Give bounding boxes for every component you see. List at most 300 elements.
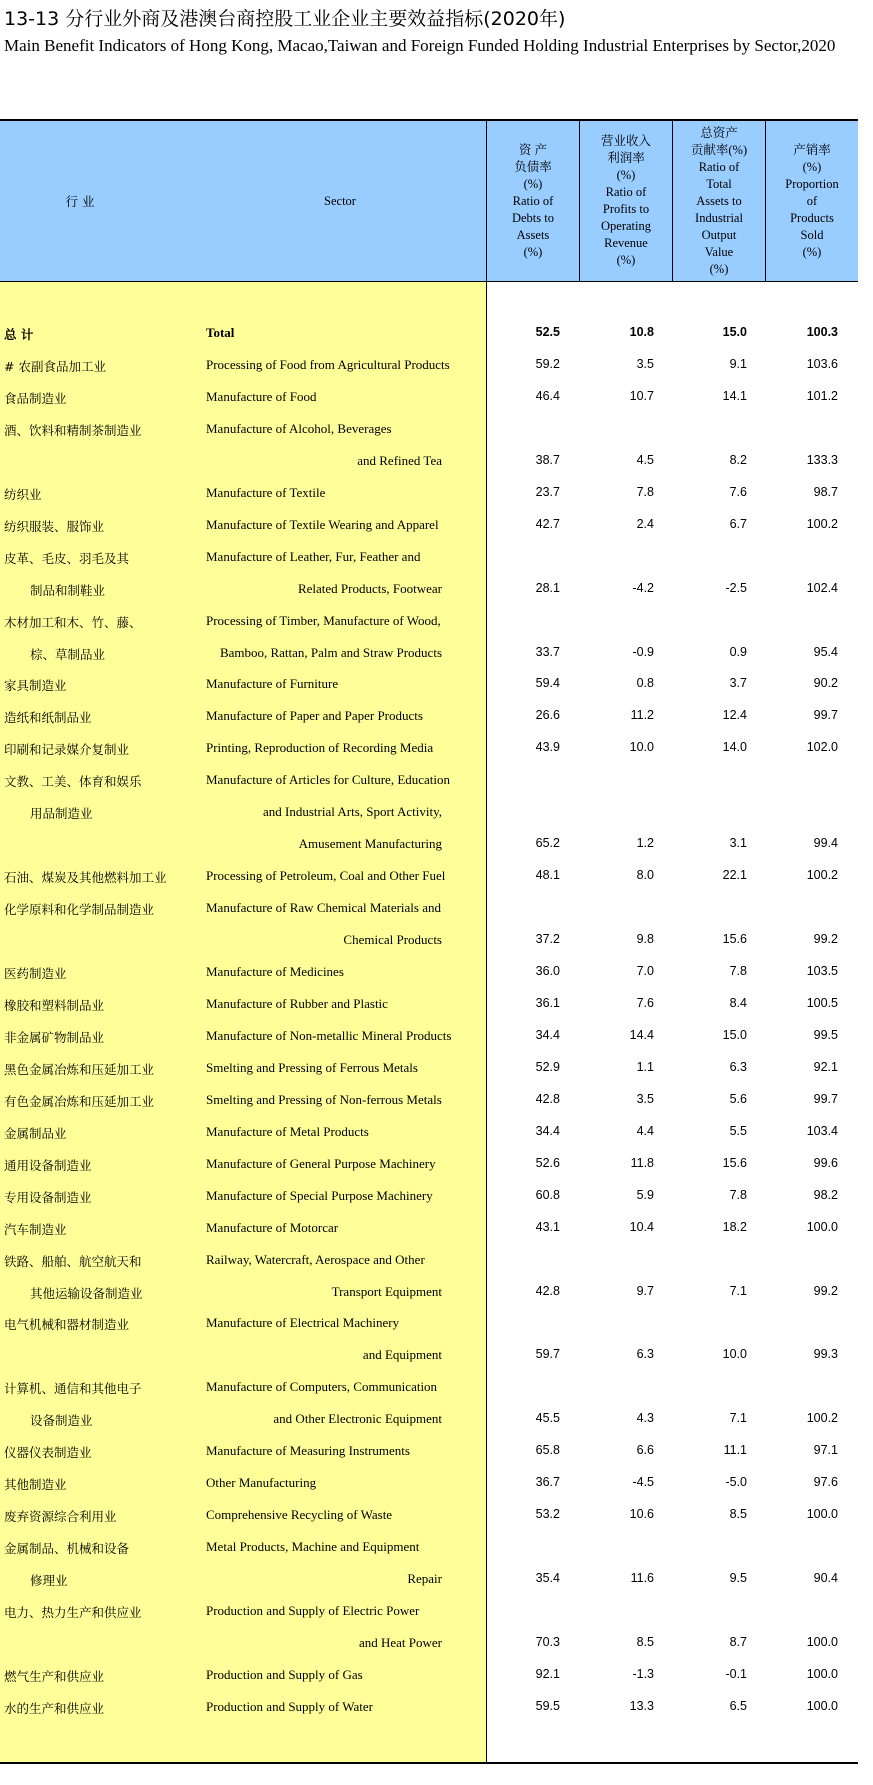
- header-line: (%): [802, 159, 822, 174]
- sector-name-zh: 汽车制造业: [4, 1221, 67, 1237]
- header-line: Assets: [516, 227, 550, 242]
- value-cell: 92.1: [535, 1666, 560, 1681]
- value-cell: 8.5: [636, 1634, 654, 1649]
- value-cell: 0.9: [729, 644, 747, 659]
- table-row: [0, 956, 858, 988]
- table-row: [0, 1116, 858, 1148]
- value-cell: 70.3: [535, 1634, 560, 1649]
- value-cell: 103.5: [806, 964, 838, 978]
- value-cell: 8.0: [636, 868, 654, 883]
- header-line: Profits to: [602, 202, 650, 216]
- value-cell: 8.4: [729, 995, 747, 1010]
- table-bottom-rule: [0, 1762, 858, 1764]
- sector-name-zh: 酒、饮料和精制茶制造业: [4, 422, 142, 438]
- value-cell: 65.8: [535, 1443, 560, 1458]
- sector-name-zh: 金属制品、机械和设备: [4, 1541, 130, 1557]
- sector-name-zh: 橡胶和塑料制品业: [4, 997, 105, 1013]
- table-row: [0, 605, 858, 637]
- header-col-assets-contribution: [673, 121, 765, 281]
- sector-name-zh: 家具制造业: [4, 678, 67, 694]
- value-cell: 59.2: [535, 356, 560, 371]
- table-row: [0, 445, 858, 477]
- sector-name-en: Manufacture of Computers, Communication: [206, 1379, 438, 1395]
- value-cell: 3.5: [636, 1091, 654, 1106]
- value-cell: 11.6: [630, 1571, 654, 1586]
- header-line: (%): [616, 168, 636, 182]
- sector-name-zh: 印刷和记录媒介复制业: [4, 742, 130, 758]
- value-cell: 6.3: [636, 1347, 654, 1362]
- value-cell: 3.1: [729, 836, 747, 851]
- value-cell: 9.1: [729, 356, 747, 371]
- table-row: [0, 1659, 858, 1691]
- value-cell: 5.6: [729, 1091, 747, 1106]
- value-cell: 11.2: [630, 708, 654, 723]
- value-cell: 60.8: [535, 1187, 560, 1202]
- header-line: (%): [709, 261, 729, 276]
- header-line: Products: [790, 210, 834, 225]
- sector-name-en: Production and Supply of Electric Power: [206, 1603, 420, 1618]
- value-cell: 26.6: [535, 708, 560, 723]
- value-cell: 22.1: [722, 868, 747, 883]
- sector-name-zh: 铁路、船舶、航空航天和: [4, 1253, 142, 1269]
- sector-name-zh: 棕、草制品业: [30, 646, 106, 662]
- value-cell: -0.1: [725, 1666, 747, 1681]
- sector-name-zh: 电气机械和器材制造业: [4, 1317, 130, 1333]
- value-cell: 1.2: [636, 836, 654, 851]
- sector-name-en: Manufacture of Non-metallic Mineral Products: [206, 1027, 452, 1043]
- header-line: Debts to: [511, 210, 554, 225]
- value-cell: 7.6: [636, 995, 654, 1010]
- table-row: [0, 1052, 858, 1084]
- sector-name-zh: 纺织服装、服饰业: [4, 518, 105, 534]
- table-row: [0, 317, 858, 349]
- value-cell: 100.0: [806, 1634, 838, 1649]
- table-row: [0, 796, 858, 828]
- sector-name-zh: # 农副食品加工业: [4, 358, 106, 374]
- sector-name-en: Manufacture of Furniture: [206, 676, 339, 692]
- value-cell: 99.2: [813, 932, 838, 947]
- header-line: 总资产: [700, 125, 738, 140]
- table-row: [0, 1595, 858, 1627]
- sector-name-en: Repair: [407, 1571, 442, 1587]
- value-cell: 7.0: [636, 964, 654, 978]
- sector-name-zh: 黑色金属冶炼和压延加工业: [4, 1061, 155, 1077]
- value-cell: 11.1: [723, 1443, 747, 1458]
- sector-name-en: Manufacture of Articles for Culture, Education: [206, 772, 451, 788]
- sector-name-en: Manufacture of Textile: [206, 484, 326, 500]
- sector-name-zh: 化学原料和化学制品制造业: [4, 902, 155, 918]
- sector-name-en: Manufacture of Metal Products: [206, 1123, 369, 1139]
- sector-name-zh: 石油、煤炭及其他燃料加工业: [4, 870, 167, 886]
- value-cell: 36.7: [535, 1475, 560, 1490]
- value-cell: 99.6: [813, 1155, 838, 1170]
- sector-name-zh: 水的生产和供应业: [4, 1700, 105, 1716]
- value-cell: 90.2: [813, 676, 838, 691]
- value-cell: 10.0: [722, 1347, 747, 1362]
- table-row: [0, 1691, 858, 1723]
- header-line: (%): [523, 176, 543, 191]
- column-divider: [672, 121, 673, 281]
- value-cell: 103.4: [806, 1123, 838, 1138]
- value-cell: 97.1: [813, 1443, 838, 1458]
- value-cell: 34.4: [535, 1123, 560, 1138]
- value-cell: 92.1: [813, 1059, 838, 1074]
- value-cell: -1.3: [632, 1666, 654, 1681]
- sector-name-en: Production and Supply of Water: [206, 1698, 373, 1714]
- value-cell: 43.9: [535, 740, 560, 755]
- sector-name-en: Processing of Petroleum, Coal and Other Fuel: [206, 868, 446, 884]
- value-cell: 15.6: [722, 1155, 747, 1170]
- value-cell: -2.5: [725, 580, 747, 595]
- value-cell: 99.7: [813, 708, 838, 723]
- table-row: [0, 892, 858, 924]
- value-cell: 102.4: [806, 580, 838, 595]
- sector-name-en: Manufacture of Leather, Fur, Feather and: [206, 548, 421, 564]
- table-row: [0, 573, 858, 605]
- value-cell: 7.6: [729, 484, 747, 499]
- value-cell: 99.7: [813, 1091, 838, 1106]
- value-cell: 6.6: [636, 1443, 654, 1458]
- value-cell: 12.4: [722, 708, 747, 723]
- value-cell: 100.2: [806, 1411, 838, 1426]
- sector-name-en: Chemical Products: [343, 932, 442, 948]
- value-cell: 59.7: [535, 1347, 560, 1362]
- sector-name-zh: 其他运输设备制造业: [30, 1285, 143, 1301]
- value-cell: 99.3: [813, 1347, 838, 1362]
- table-row: [0, 828, 858, 860]
- value-cell: 133.3: [806, 452, 838, 467]
- header-line: Ratio of: [698, 159, 740, 174]
- sector-name-en: Manufacture of Food: [206, 388, 317, 404]
- table-row: [0, 477, 858, 509]
- table-row: [0, 1212, 858, 1244]
- value-cell: 36.0: [535, 964, 560, 978]
- sector-name-zh: 设备制造业: [30, 1413, 93, 1429]
- value-cell: 100.2: [806, 868, 838, 883]
- value-cell: 10.0: [629, 740, 654, 755]
- sector-name-zh: 皮革、毛皮、羽毛及其: [4, 550, 130, 566]
- header-line: 贡献率(%): [690, 142, 748, 157]
- value-cell: 3.5: [636, 356, 654, 371]
- sector-name-zh: 金属制品业: [4, 1125, 67, 1141]
- header-line: Output: [701, 227, 737, 242]
- value-cell: 90.4: [813, 1571, 838, 1586]
- value-cell: 15.0: [722, 325, 747, 339]
- sector-name-zh: 通用设备制造业: [4, 1157, 92, 1173]
- table-row: [0, 381, 858, 413]
- value-cell: 100.0: [806, 1698, 838, 1713]
- sector-name-en: Processing of Timber, Manufacture of Wood,: [206, 612, 441, 628]
- value-cell: 34.4: [535, 1027, 560, 1042]
- sector-name-zh: 总 计: [4, 327, 34, 342]
- sector-name-zh: 废弃资源综合利用业: [4, 1509, 117, 1525]
- sector-name-en: Printing, Reproduction of Recording Media: [206, 740, 434, 756]
- header-line: 产销率: [793, 142, 831, 157]
- table-row: [0, 1435, 858, 1467]
- value-cell: 52.9: [535, 1059, 560, 1074]
- value-cell: 43.1: [535, 1219, 560, 1234]
- sector-name-en: Production and Supply of Gas: [206, 1666, 363, 1682]
- value-cell: 0.8: [636, 676, 654, 691]
- value-cell: 10.7: [629, 388, 654, 403]
- header-sector-en: Sector: [324, 193, 356, 208]
- value-cell: 9.7: [636, 1283, 654, 1298]
- header-line: Ratio of: [605, 185, 647, 199]
- header-line: (%): [523, 244, 543, 259]
- sector-name-en: Railway, Watercraft, Aerospace and Other: [206, 1251, 425, 1267]
- sector-name-en: Manufacture of Raw Chemical Materials and: [206, 900, 441, 916]
- header-col-debt-ratio: [487, 121, 579, 281]
- value-cell: 8.2: [729, 452, 747, 467]
- sector-name-zh: 专用设备制造业: [4, 1189, 92, 1205]
- value-cell: 10.4: [629, 1219, 654, 1234]
- sector-name-zh: 文教、工美、体育和娱乐: [4, 774, 142, 790]
- table-row: [0, 1148, 858, 1180]
- sector-name-zh: 医药制造业: [4, 966, 67, 981]
- sector-name-en: Manufacture of Rubber and Plastic: [206, 995, 388, 1011]
- sector-name-en: Transport Equipment: [331, 1283, 442, 1299]
- sector-name-en: Bamboo, Rattan, Palm and Straw Products: [219, 644, 442, 660]
- sector-name-en: Manufacture of Electrical Machinery: [206, 1315, 400, 1331]
- value-cell: 45.5: [535, 1411, 560, 1426]
- sector-name-en: Other Manufacturing: [206, 1475, 317, 1491]
- value-cell: 48.1: [535, 868, 560, 883]
- table-row: [0, 732, 858, 764]
- header-line: 资 产: [518, 142, 548, 157]
- value-cell: -5.0: [725, 1475, 747, 1490]
- header-line: 负债率: [514, 159, 552, 174]
- header-line: Industrial: [695, 210, 743, 225]
- header-line: 利润率: [607, 151, 645, 165]
- table-row: [0, 1020, 858, 1052]
- sector-name-zh: 食品制造业: [4, 390, 67, 406]
- sector-name-zh: 仪器仪表制造业: [4, 1445, 92, 1461]
- value-cell: 13.3: [629, 1698, 654, 1713]
- value-cell: 99.4: [813, 836, 838, 851]
- table-row: [0, 1627, 858, 1659]
- value-cell: 5.9: [636, 1187, 654, 1202]
- header-line: Assets to: [696, 193, 742, 208]
- sector-name-en: Smelting and Pressing of Ferrous Metals: [206, 1059, 418, 1075]
- value-cell: 100.3: [806, 325, 838, 339]
- header-sector-zh: 行 业: [65, 193, 95, 209]
- value-cell: 7.8: [729, 1187, 747, 1202]
- value-cell: 99.2: [813, 1283, 838, 1298]
- table-body: [0, 282, 858, 1762]
- value-cell: 9.5: [729, 1571, 747, 1586]
- value-cell: 38.7: [535, 452, 560, 467]
- sector-name-en: and Heat Power: [358, 1634, 442, 1650]
- value-cell: 37.2: [535, 932, 560, 947]
- value-cell: 98.7: [813, 484, 838, 499]
- value-cell: 3.7: [729, 676, 747, 691]
- value-cell: 53.2: [535, 1507, 560, 1522]
- value-cell: 100.0: [806, 1507, 838, 1522]
- value-cell: -0.9: [632, 644, 654, 659]
- table-header: [0, 121, 858, 282]
- header-col-sales-ratio: [766, 121, 858, 281]
- value-cell: 15.6: [722, 932, 747, 947]
- value-cell: 8.7: [729, 1634, 747, 1649]
- sector-name-zh: 电力、热力生产和供应业: [4, 1605, 142, 1620]
- header-line: Revenue: [604, 236, 648, 250]
- table-row: [0, 541, 858, 573]
- table-row: [0, 860, 858, 892]
- table-row: [0, 509, 858, 541]
- column-divider: [486, 121, 487, 1762]
- sector-name-zh: 用品制造业: [30, 806, 93, 822]
- sector-name-zh: 非金属矿物制品业: [4, 1029, 105, 1045]
- value-cell: -4.5: [632, 1475, 654, 1490]
- table-title-en: Main Benefit Indicators of Hong Kong, Macao,Taiwan and Foreign Funded Holding Industrial Enterprises by Sector,2020: [4, 36, 836, 55]
- sector-name-en: and Other Electronic Equipment: [273, 1411, 442, 1427]
- value-cell: 100.5: [806, 995, 838, 1010]
- value-cell: 99.5: [813, 1027, 838, 1042]
- value-cell: 11.8: [630, 1155, 654, 1170]
- sector-name-en: Manufacture of Medicines: [206, 964, 344, 979]
- sector-name-en: Related Products, Footwear: [297, 580, 442, 596]
- sector-name-en: and Refined Tea: [357, 452, 442, 468]
- value-cell: 18.2: [722, 1219, 747, 1234]
- header-line: (%): [616, 253, 636, 267]
- value-cell: 46.4: [535, 388, 560, 403]
- value-cell: 4.5: [636, 452, 654, 467]
- header-line: of: [806, 193, 818, 208]
- header-line: Sold: [800, 227, 824, 242]
- table-row: [0, 668, 858, 700]
- sector-name-zh: 修理业: [30, 1573, 68, 1589]
- sector-name-zh: 造纸和纸制品业: [4, 710, 92, 726]
- table-row: [0, 1339, 858, 1371]
- table-row: [0, 1403, 858, 1435]
- value-cell: 4.3: [636, 1411, 654, 1426]
- value-cell: 4.4: [636, 1123, 654, 1138]
- value-cell: 10.8: [629, 325, 654, 339]
- table-row: [0, 1307, 858, 1339]
- sector-name-zh: 纺织业: [4, 486, 42, 502]
- sector-name-en: and Industrial Arts, Sport Activity,: [263, 804, 442, 820]
- header-line: Proportion: [785, 176, 839, 191]
- value-cell: 8.5: [729, 1507, 747, 1522]
- table-row: [0, 349, 858, 381]
- value-cell: 95.4: [813, 644, 838, 659]
- value-cell: 6.5: [729, 1698, 747, 1713]
- value-cell: 100.0: [806, 1219, 838, 1234]
- header-line: 营业收入: [600, 134, 651, 148]
- header-line: Ratio of: [512, 193, 554, 208]
- table-row: [0, 1180, 858, 1212]
- value-cell: 35.4: [535, 1571, 560, 1586]
- value-cell: 10.6: [629, 1507, 654, 1522]
- table-row: [0, 1276, 858, 1308]
- value-cell: 28.1: [535, 580, 560, 595]
- table-row: [0, 1467, 858, 1499]
- sector-name-en: Processing of Food from Agricultural Products: [206, 356, 450, 372]
- sector-name-en: Comprehensive Recycling of Waste: [206, 1507, 393, 1523]
- table-row: [0, 1244, 858, 1276]
- value-cell: 14.1: [722, 388, 747, 403]
- sector-name-en: Amusement Manufacturing: [298, 836, 442, 852]
- header-line: Value: [704, 244, 734, 259]
- header-line: Operating: [601, 219, 651, 233]
- value-cell: 100.0: [806, 1666, 838, 1681]
- value-cell: 97.6: [813, 1475, 838, 1490]
- value-cell: 100.2: [806, 516, 838, 531]
- value-cell: 59.4: [535, 676, 560, 691]
- sector-name-en: Manufacture of Paper and Paper Products: [206, 708, 423, 724]
- sector-name-zh: 燃气生产和供应业: [4, 1668, 105, 1684]
- sector-name-zh: 计算机、通信和其他电子: [4, 1381, 142, 1397]
- table-row: [0, 988, 858, 1020]
- header-line: Total: [706, 176, 732, 191]
- value-cell: 98.2: [813, 1187, 838, 1202]
- value-cell: 7.8: [636, 484, 654, 499]
- sector-name-en: Manufacture of Alcohol, Beverages: [206, 420, 392, 436]
- column-divider: [765, 121, 766, 281]
- value-cell: 7.1: [729, 1411, 747, 1426]
- table-row: [0, 924, 858, 956]
- value-cell: 52.6: [535, 1155, 560, 1170]
- table-row: [0, 637, 858, 669]
- table-row: [0, 1084, 858, 1116]
- header-line: (%): [802, 244, 822, 259]
- sector-name-zh: 木材加工和木、竹、藤、: [4, 614, 142, 630]
- value-cell: 6.7: [729, 516, 747, 531]
- table-row: [0, 1371, 858, 1403]
- value-cell: 7.8: [729, 964, 747, 978]
- value-cell: 101.2: [806, 388, 838, 403]
- table-row: [0, 1499, 858, 1531]
- value-cell: 102.0: [806, 740, 838, 755]
- sector-name-zh: 有色金属冶炼和压延加工业: [4, 1093, 155, 1109]
- value-cell: 23.7: [535, 484, 560, 499]
- table-row: [0, 764, 858, 796]
- column-divider: [579, 121, 580, 281]
- sector-name-en: Total: [206, 325, 235, 340]
- value-cell: 33.7: [535, 644, 560, 659]
- table-row: [0, 413, 858, 445]
- value-cell: 2.4: [636, 516, 654, 531]
- header-col-profit-ratio: [580, 121, 672, 281]
- value-cell: 1.1: [636, 1059, 654, 1074]
- value-cell: 14.0: [722, 740, 747, 755]
- value-cell: 36.1: [535, 995, 560, 1010]
- value-cell: 5.5: [729, 1123, 747, 1138]
- value-cell: 42.7: [535, 516, 560, 531]
- sector-name-en: Manufacture of Textile Wearing and Apparel: [206, 516, 439, 532]
- value-cell: 65.2: [535, 836, 560, 851]
- table-row: [0, 1531, 858, 1563]
- table-row: [0, 700, 858, 732]
- sector-name-en: and Equipment: [362, 1347, 442, 1363]
- table-row: [0, 1563, 858, 1595]
- value-cell: 103.6: [806, 356, 838, 371]
- value-cell: 42.8: [535, 1283, 560, 1298]
- value-cell: 14.4: [629, 1027, 654, 1042]
- value-cell: 42.8: [535, 1091, 560, 1106]
- sector-name-en: Manufacture of Motorcar: [206, 1219, 339, 1235]
- value-cell: 52.5: [535, 325, 560, 339]
- sector-name-zh: 制品和制鞋业: [30, 582, 106, 598]
- table-title-zh: 13-13 分行业外商及港澳台商控股工业企业主要效益指标(2020年): [4, 8, 566, 30]
- value-cell: 15.0: [722, 1027, 747, 1042]
- sector-name-en: Metal Products, Machine and Equipment: [206, 1539, 420, 1555]
- sector-name-zh: 其他制造业: [4, 1477, 67, 1493]
- sector-name-en: Smelting and Pressing of Non-ferrous Metals: [206, 1091, 442, 1107]
- value-cell: 9.8: [636, 932, 654, 947]
- value-cell: 59.5: [535, 1698, 560, 1713]
- value-cell: 6.3: [729, 1059, 747, 1074]
